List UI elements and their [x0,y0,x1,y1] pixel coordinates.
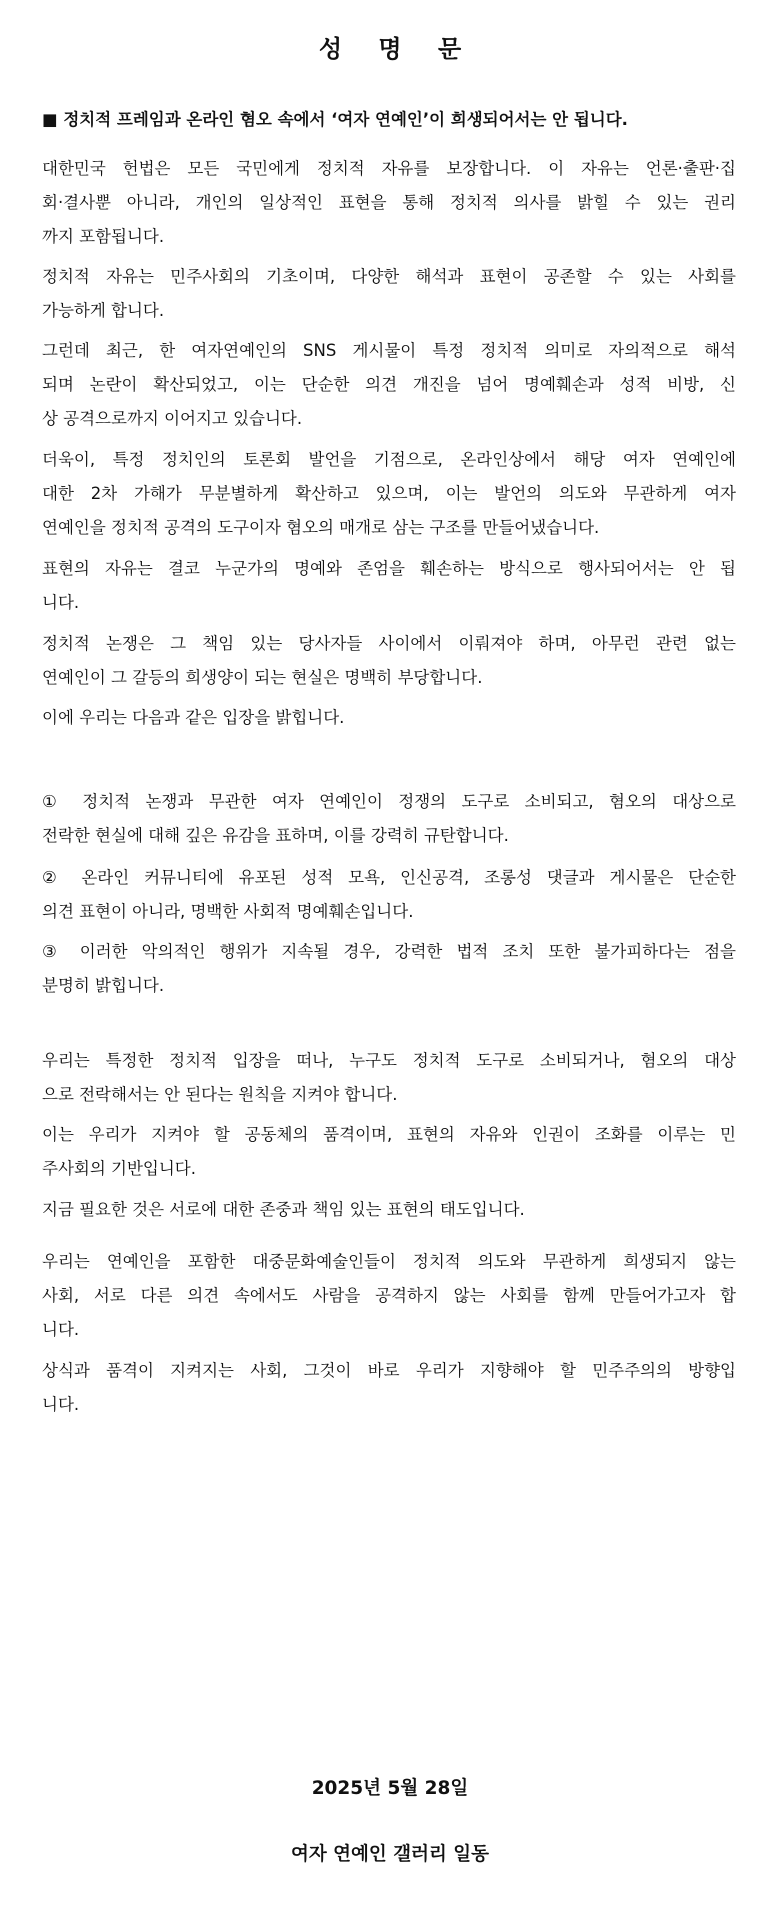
paragraph [42,1118,736,1186]
paragraph [42,260,736,328]
paragraph-line: 더욱이, 특정 정치인의 토론회 발언을 기점으로, 온라인상에서 해당 여자 연예인에 [42,450,736,469]
paragraph [42,152,736,254]
paragraph-line: 니다. [42,593,80,612]
paragraph-line: 사회, 서로 다른 의견 속에서도 사람을 공격하지 않는 사회를 함께 만들어가고자 합 [42,1286,736,1305]
paragraph-line: ② 온라인 커뮤니티에 유포된 성적 모욕, 인신공격, 조롱성 댓글과 게시물은 단순한 [42,868,736,887]
paragraph-line: 가능하게 합니다. [42,301,165,320]
paragraph-line: 대한민국 헌법은 모든 국민에게 정치적 자유를 보장합니다. 이 자유는 언론·출판·집 [42,159,736,178]
paragraph [42,443,736,545]
paragraph-line: 지금 필요한 것은 서로에 대한 존중과 책임 있는 표현의 태도입니다. [42,1200,525,1219]
paragraph-line: 연예인이 그 갈등의 희생양이 되는 현실은 명백히 부당합니다. [42,668,483,687]
paragraph-line: 이에 우리는 다음과 같은 입장을 밝힙니다. [42,708,345,727]
paragraph-line: 니다. [42,1395,80,1414]
statement-date: 2025년 5월 28일 [311,1778,469,1799]
paragraph-line: 상식과 품격이 지켜지는 사회, 그것이 바로 우리가 지향해야 할 민주주의의 방향입 [42,1361,736,1380]
paragraph [42,701,736,735]
paragraph [42,1245,736,1347]
paragraph-line: 상 공격으로까지 이어지고 있습니다. [42,409,303,428]
paragraph-line: 회·결사뿐 아니라, 개인의 일상적인 표현을 통해 정치적 의사를 밝힐 수 있는 권리 [42,193,736,212]
paragraph-line: 의견 표현이 아니라, 명백한 사회적 명예훼손입니다. [42,902,414,921]
paragraph [42,552,736,620]
paragraph-line: 이는 우리가 지켜야 할 공동체의 품격이며, 표현의 자유와 인권이 조화를 이루는 민 [42,1125,736,1144]
paragraph-line: 분명히 밝힙니다. [42,976,165,995]
paragraph-line: 까지 포함됩니다. [42,227,165,246]
paragraph-line: ③ 이러한 악의적인 행위가 지속될 경우, 강력한 법적 조치 또한 불가피하다는 점을 [42,942,736,961]
paragraph [42,785,736,853]
paragraph [42,1044,736,1112]
paragraph-line: 우리는 특정한 정치적 입장을 떠나, 누구도 정치적 도구로 소비되거나, 혐오의 대상 [42,1051,736,1070]
paragraph-line: ① 정치적 논쟁과 무관한 여자 연예인이 정쟁의 도구로 소비되고, 혐오의 대상으로 [42,792,736,811]
paragraph-line: 연예인을 정치적 공격의 도구이자 혐오의 매개로 삼는 구조를 만들어냈습니다. [42,518,600,537]
document-title: 성 명 문 [318,35,476,63]
paragraph-line: 대한 2차 가해가 무분별하게 확산하고 있으며, 이는 발언의 의도와 무관하게 여자 [42,484,736,503]
paragraph-line: 그런데 최근, 한 여자연예인의 SNS 게시물이 특정 정치적 의미로 자의적으로 해석 [42,341,736,360]
paragraph-line: 정치적 논쟁은 그 책임 있는 당사자들 사이에서 이뤄져야 하며, 아무런 관련 없는 [42,634,736,653]
paragraph-line: 정치적 자유는 민주사회의 기초이며, 다양한 해석과 표현이 공존할 수 있는 사회를 [42,267,736,286]
paragraph [42,861,736,929]
paragraph [42,627,736,695]
paragraph [42,334,736,436]
paragraph-line: 우리는 연예인을 포함한 대중문화예술인들이 정치적 의도와 무관하게 희생되지 않는 [42,1252,736,1271]
paragraph-line: 니다. [42,1320,80,1339]
paragraph-line: 되며 논란이 확산되었고, 이는 단순한 의견 개진을 넘어 명예훼손과 성적 비방, 신 [42,375,736,394]
paragraph-line: 으로 전락해서는 안 된다는 원칙을 지켜야 합니다. [42,1085,398,1104]
paragraph [42,1354,736,1422]
paragraph [42,1193,736,1227]
paragraph-line: 표현의 자유는 결코 누군가의 명예와 존엄을 훼손하는 방식으로 행사되어서는 안 됩 [42,559,736,578]
paragraph-line: 주사회의 기반입니다. [42,1159,196,1178]
paragraph-line: 전락한 현실에 대해 깊은 유감을 표하며, 이를 강력히 규탄합니다. [42,826,509,845]
statement-signer: 여자 연예인 갤러리 일동 [290,1844,490,1865]
headline: ■ 정치적 프레임과 온라인 혐오 속에서 ‘여자 연예인’이 희생되어서는 안 됩니다. [42,110,628,129]
paragraph [42,935,736,1003]
